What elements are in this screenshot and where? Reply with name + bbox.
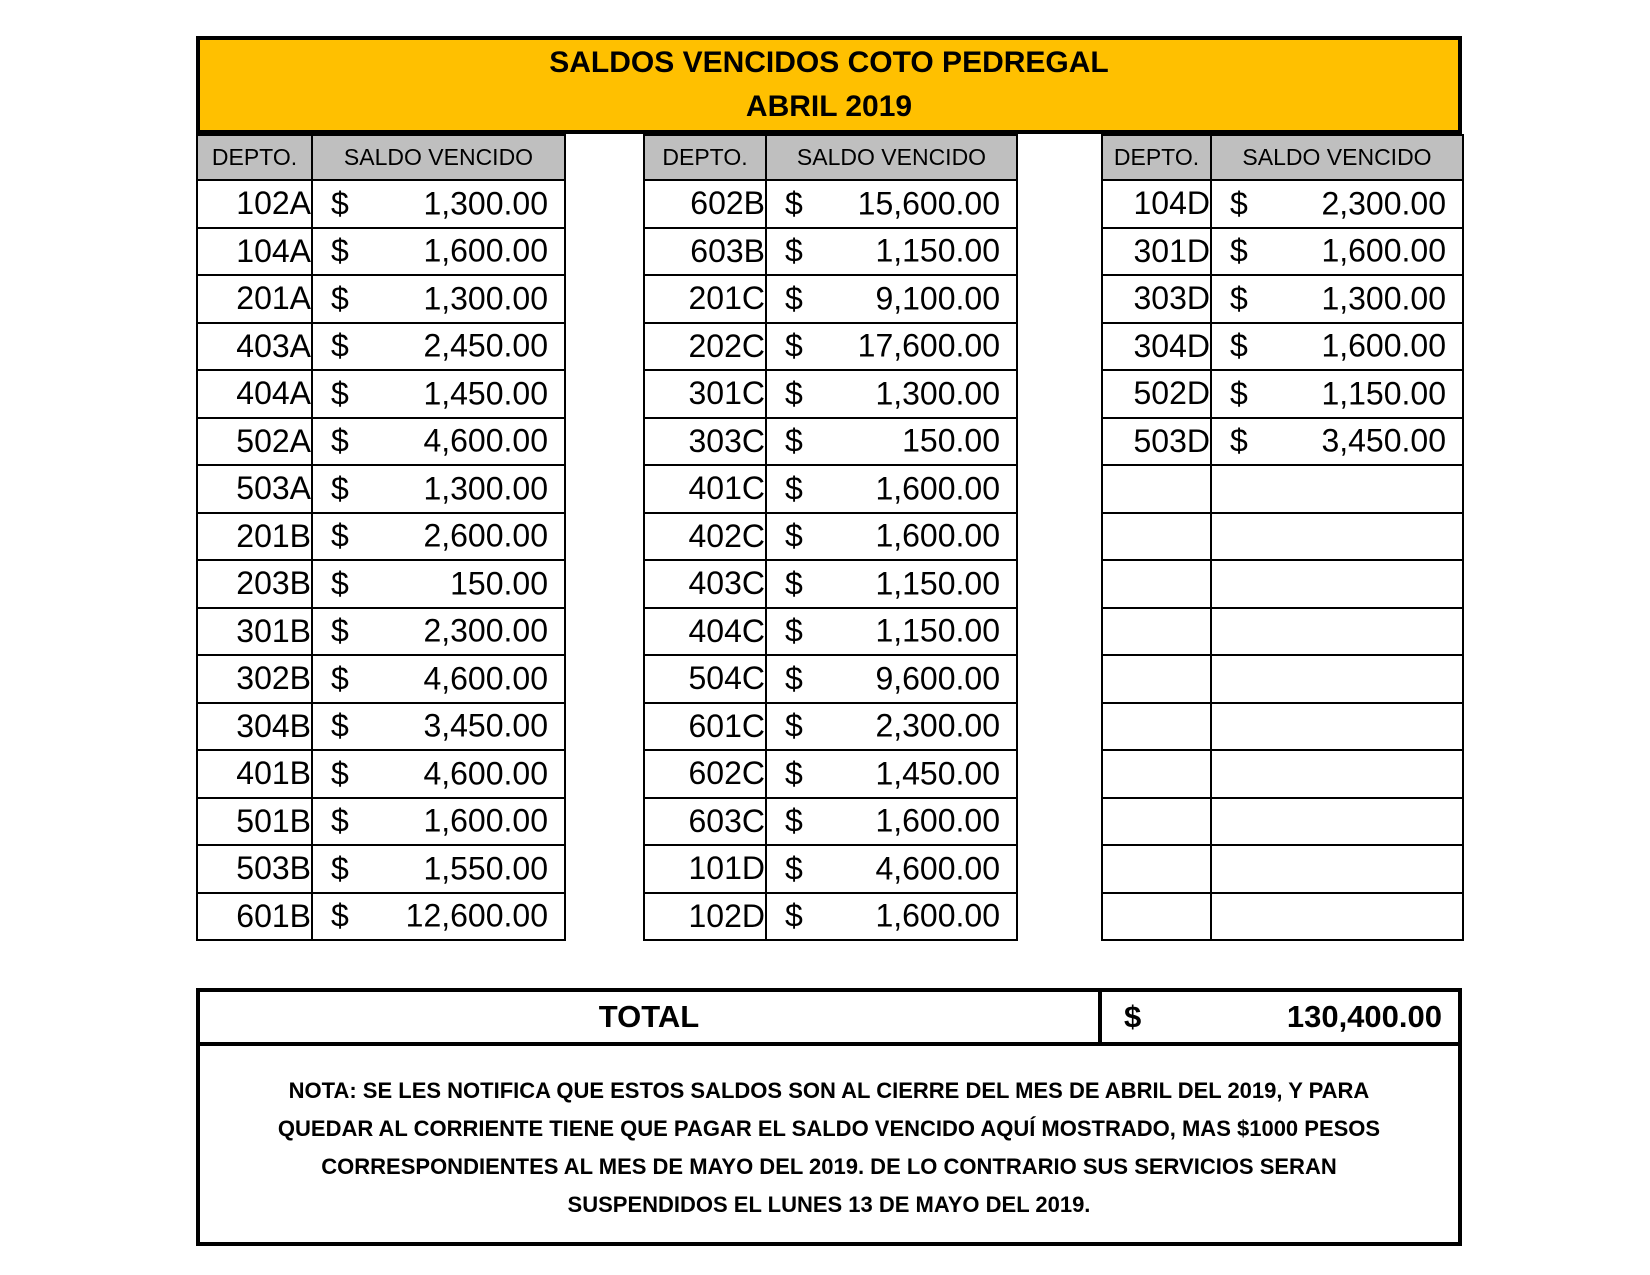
saldo-amount: 1,300.00 [423,470,548,507]
saldo-amount: 1,300.00 [1321,280,1446,317]
depto-cell [1102,560,1211,608]
currency-symbol: $ [785,707,803,744]
total-row [200,992,1458,1046]
saldo-cell [766,228,1017,276]
table-row [197,465,565,513]
saldo-cell [766,750,1017,798]
depto-cell [1102,750,1211,798]
saldo-cell [766,703,1017,751]
currency-symbol: $ [331,897,349,934]
depto-cell: 101D [644,845,766,893]
saldo-amount: 1,600.00 [875,470,1000,507]
table-row [197,275,565,323]
depto-cell: 104A [197,228,312,276]
saldo-cell [1211,228,1463,276]
currency-symbol: $ [785,327,803,364]
currency-symbol: $ [331,375,349,412]
table-row [1102,703,1463,751]
total-and-note-box [196,988,1462,1246]
header-saldo-vencido: SALDO VENCIDO [312,135,565,180]
depto-cell [1102,513,1211,561]
saldo-cell [312,275,565,323]
saldo-amount: 4,600.00 [423,755,548,792]
saldo-cell [312,370,565,418]
depto-cell: 301B [197,608,312,656]
total-label: TOTAL [200,992,1102,1042]
saldo-amount: 1,600.00 [875,802,1000,839]
depto-cell: 303C [644,418,766,466]
saldo-cell [1211,180,1463,228]
table-row [644,655,1017,703]
table-row [1102,608,1463,656]
currency-symbol: $ [331,185,349,222]
table-row [1102,228,1463,276]
total-value-cell [1102,992,1458,1042]
saldo-amount: 1,600.00 [1321,327,1446,364]
depto-cell: 502D [1102,370,1211,418]
depto-cell [1102,703,1211,751]
currency-symbol: $ [1230,422,1248,459]
table-row [197,513,565,561]
depto-cell: 301D [1102,228,1211,276]
saldo-amount: 4,600.00 [875,850,1000,887]
saldo-cell [1211,465,1463,513]
saldo-amount: 1,150.00 [875,565,1000,602]
depto-cell: 403A [197,323,312,371]
saldo-cell [312,703,565,751]
currency-symbol: $ [785,422,803,459]
table-row [644,180,1017,228]
saldo-amount: 150.00 [902,422,1000,459]
saldo-amount: 1,450.00 [423,375,548,412]
saldo-amount: 2,300.00 [1321,185,1446,222]
currency-symbol: $ [331,280,349,317]
depto-cell [1102,608,1211,656]
depto-cell: 501B [197,798,312,846]
table-row [197,323,565,371]
depto-cell: 403C [644,560,766,608]
depto-cell [1102,893,1211,941]
saldo-cell [312,560,565,608]
currency-symbol: $ [1230,232,1248,269]
depto-cell: 401B [197,750,312,798]
currency-symbol: $ [1230,185,1248,222]
total-amount: 130,400.00 [1286,999,1442,1034]
depto-cell: 201A [197,275,312,323]
saldo-amount: 150.00 [450,565,548,602]
depto-cell: 203B [197,560,312,608]
table-row [644,513,1017,561]
table-row [197,228,565,276]
saldo-cell [1211,513,1463,561]
saldo-cell [312,228,565,276]
table-row [644,228,1017,276]
title-banner [196,36,1462,134]
depto-cell: 201C [644,275,766,323]
saldo-cell [312,513,565,561]
depto-cell: 102A [197,180,312,228]
saldo-cell [766,370,1017,418]
saldo-cell [312,608,565,656]
depto-cell: 304B [197,703,312,751]
saldo-amount: 1,600.00 [875,517,1000,554]
table-row [1102,370,1463,418]
saldo-cell [766,180,1017,228]
table-row [1102,893,1463,941]
depto-cell: 404A [197,370,312,418]
depto-cell: 504C [644,655,766,703]
table-row [197,560,565,608]
saldo-amount: 4,600.00 [423,660,548,697]
saldo-cell [766,323,1017,371]
saldo-cell [312,893,565,941]
depto-cell [1102,845,1211,893]
saldo-cell [1211,655,1463,703]
currency-symbol: $ [785,185,803,222]
currency-symbol: $ [331,565,349,602]
saldo-cell [766,560,1017,608]
saldo-amount: 1,150.00 [875,612,1000,649]
table-row [1102,180,1463,228]
saldo-cell [312,418,565,466]
saldo-cell [312,465,565,513]
saldo-amount: 1,300.00 [875,375,1000,412]
depto-cell [1102,465,1211,513]
depto-cell: 401C [644,465,766,513]
currency-symbol: $ [1230,375,1248,412]
saldo-amount: 2,300.00 [875,707,1000,744]
saldo-amount: 3,450.00 [423,707,548,744]
page-subtitle-month: ABRIL 2019 [745,90,913,123]
saldo-amount: 1,600.00 [423,232,548,269]
table-row [1102,560,1463,608]
nota-text: NOTA: SE LES NOTIFICA QUE ESTOS SALDOS SON AL CIERRE DEL MES DE ABRIL DEL 2019, Y PARA QUEDAR AL CORRIENTE TIENE QUE PAGAR EL SALDO VENCIDO AQUÍ MOSTRADO, MAS $1000 PESOS CORRESPONDIENTES AL MES DE MAYO DEL 2019. DE LO CONTRARIO SUS SERVICIOS SERAN SUSPENDIDOS EL LUNES 13 DE MAYO DEL 2019. [277,1078,1381,1217]
header-saldo-vencido: SALDO VENCIDO [1211,135,1463,180]
currency-symbol: $ [785,850,803,887]
depto-cell: 303D [1102,275,1211,323]
table-row [644,893,1017,941]
table-row [197,418,565,466]
depto-cell: 304D [1102,323,1211,371]
header-saldo-vencido: SALDO VENCIDO [766,135,1017,180]
saldo-amount: 2,600.00 [423,517,548,554]
currency-symbol: $ [785,612,803,649]
saldo-amount: 9,600.00 [875,660,1000,697]
table-row [197,893,565,941]
saldo-cell [766,465,1017,513]
saldo-cell [312,655,565,703]
currency-symbol: $ [331,517,349,554]
currency-symbol: $ [331,470,349,507]
currency-symbol: $ [331,612,349,649]
table-row [197,798,565,846]
currency-symbol: $ [331,232,349,269]
table-row [644,323,1017,371]
depto-cell: 602C [644,750,766,798]
table-row [197,180,565,228]
saldo-amount: 2,450.00 [423,327,548,364]
depto-cell: 104D [1102,180,1211,228]
depto-cell: 503D [1102,418,1211,466]
saldo-cell [766,418,1017,466]
currency-symbol: $ [785,897,803,934]
table-row [644,608,1017,656]
saldo-cell [312,750,565,798]
currency-symbol: $ [785,660,803,697]
saldo-cell [766,893,1017,941]
saldo-amount: 3,450.00 [1321,422,1446,459]
currency-symbol: $ [331,660,349,697]
depto-cell: 102D [644,893,766,941]
depto-cell: 503B [197,845,312,893]
currency-symbol: $ [331,850,349,887]
depto-cell: 402C [644,513,766,561]
saldo-amount: 17,600.00 [857,327,1000,364]
depto-cell: 603B [644,228,766,276]
saldo-cell [312,845,565,893]
table-row [1102,655,1463,703]
depto-cell [1102,655,1211,703]
currency-symbol: $ [785,517,803,554]
currency-symbol: $ [331,755,349,792]
depto-cell: 602B [644,180,766,228]
saldo-cell [1211,703,1463,751]
depto-cell: 201B [197,513,312,561]
table-row [1102,845,1463,893]
saldo-cell [1211,608,1463,656]
currency-symbol: $ [331,327,349,364]
saldo-cell [1211,893,1463,941]
table-row [644,370,1017,418]
saldo-cell [1211,845,1463,893]
saldo-amount: 1,450.00 [875,755,1000,792]
table-row [644,275,1017,323]
page-title: SALDOS VENCIDOS COTO PEDREGAL [549,46,1109,79]
table-row [1102,513,1463,561]
header-depto: DEPTO. [644,135,766,180]
saldo-cell [1211,750,1463,798]
currency-symbol: $ [331,802,349,839]
table-row [197,608,565,656]
table-row [1102,323,1463,371]
depto-cell: 603C [644,798,766,846]
table-row [1102,750,1463,798]
saldo-cell [766,845,1017,893]
currency-symbol: $ [1230,280,1248,317]
depto-cell [1102,798,1211,846]
table-row [1102,465,1463,513]
saldo-amount: 1,550.00 [423,850,548,887]
currency-symbol: $ [785,280,803,317]
saldo-amount: 1,150.00 [1321,375,1446,412]
currency-symbol: $ [331,422,349,459]
table-row [1102,275,1463,323]
table-row [644,798,1017,846]
saldo-cell [766,608,1017,656]
table-row [197,370,565,418]
saldo-amount: 1,600.00 [423,802,548,839]
currency-symbol: $ [785,232,803,269]
saldo-cell [1211,323,1463,371]
currency-symbol: $ [785,565,803,602]
saldo-amount: 2,300.00 [423,612,548,649]
table-row [197,655,565,703]
saldo-cell [766,655,1017,703]
saldo-cell [312,180,565,228]
saldo-amount: 1,600.00 [1321,232,1446,269]
saldo-amount: 12,600.00 [405,897,548,934]
depto-cell: 302B [197,655,312,703]
saldo-cell [312,323,565,371]
saldo-amount: 1,600.00 [875,897,1000,934]
table-row [197,845,565,893]
depto-cell: 601C [644,703,766,751]
table-row [644,560,1017,608]
depto-cell: 301C [644,370,766,418]
saldo-amount: 15,600.00 [857,185,1000,222]
saldo-cell [1211,418,1463,466]
table-row [644,418,1017,466]
depto-cell: 601B [197,893,312,941]
table-row [644,465,1017,513]
table-row [644,845,1017,893]
depto-cell: 202C [644,323,766,371]
saldo-amount: 1,300.00 [423,280,548,317]
saldos-table-3 [1101,134,1464,941]
currency-symbol: $ [785,470,803,507]
currency-symbol: $ [1230,327,1248,364]
saldo-cell [312,798,565,846]
saldo-amount: 1,150.00 [875,232,1000,269]
saldo-amount: 1,300.00 [423,185,548,222]
saldo-cell [766,275,1017,323]
saldo-cell [766,513,1017,561]
depto-cell: 503A [197,465,312,513]
table-row [1102,798,1463,846]
saldo-cell [1211,798,1463,846]
table-row [1102,418,1463,466]
saldo-amount: 9,100.00 [875,280,1000,317]
table-row [644,750,1017,798]
table-row [644,703,1017,751]
depto-cell: 404C [644,608,766,656]
saldo-amount: 4,600.00 [423,422,548,459]
currency-symbol: $ [331,707,349,744]
saldo-cell [1211,370,1463,418]
saldo-cell [1211,560,1463,608]
table-row [197,750,565,798]
table-row [197,703,565,751]
header-depto: DEPTO. [1102,135,1211,180]
saldos-table-2 [643,134,1018,941]
saldo-cell [1211,275,1463,323]
currency-symbol: $ [785,755,803,792]
currency-symbol: $ [1124,999,1142,1034]
currency-symbol: $ [785,375,803,412]
depto-cell: 502A [197,418,312,466]
saldos-table-1 [196,134,566,941]
header-depto: DEPTO. [197,135,312,180]
saldo-cell [766,798,1017,846]
currency-symbol: $ [785,802,803,839]
